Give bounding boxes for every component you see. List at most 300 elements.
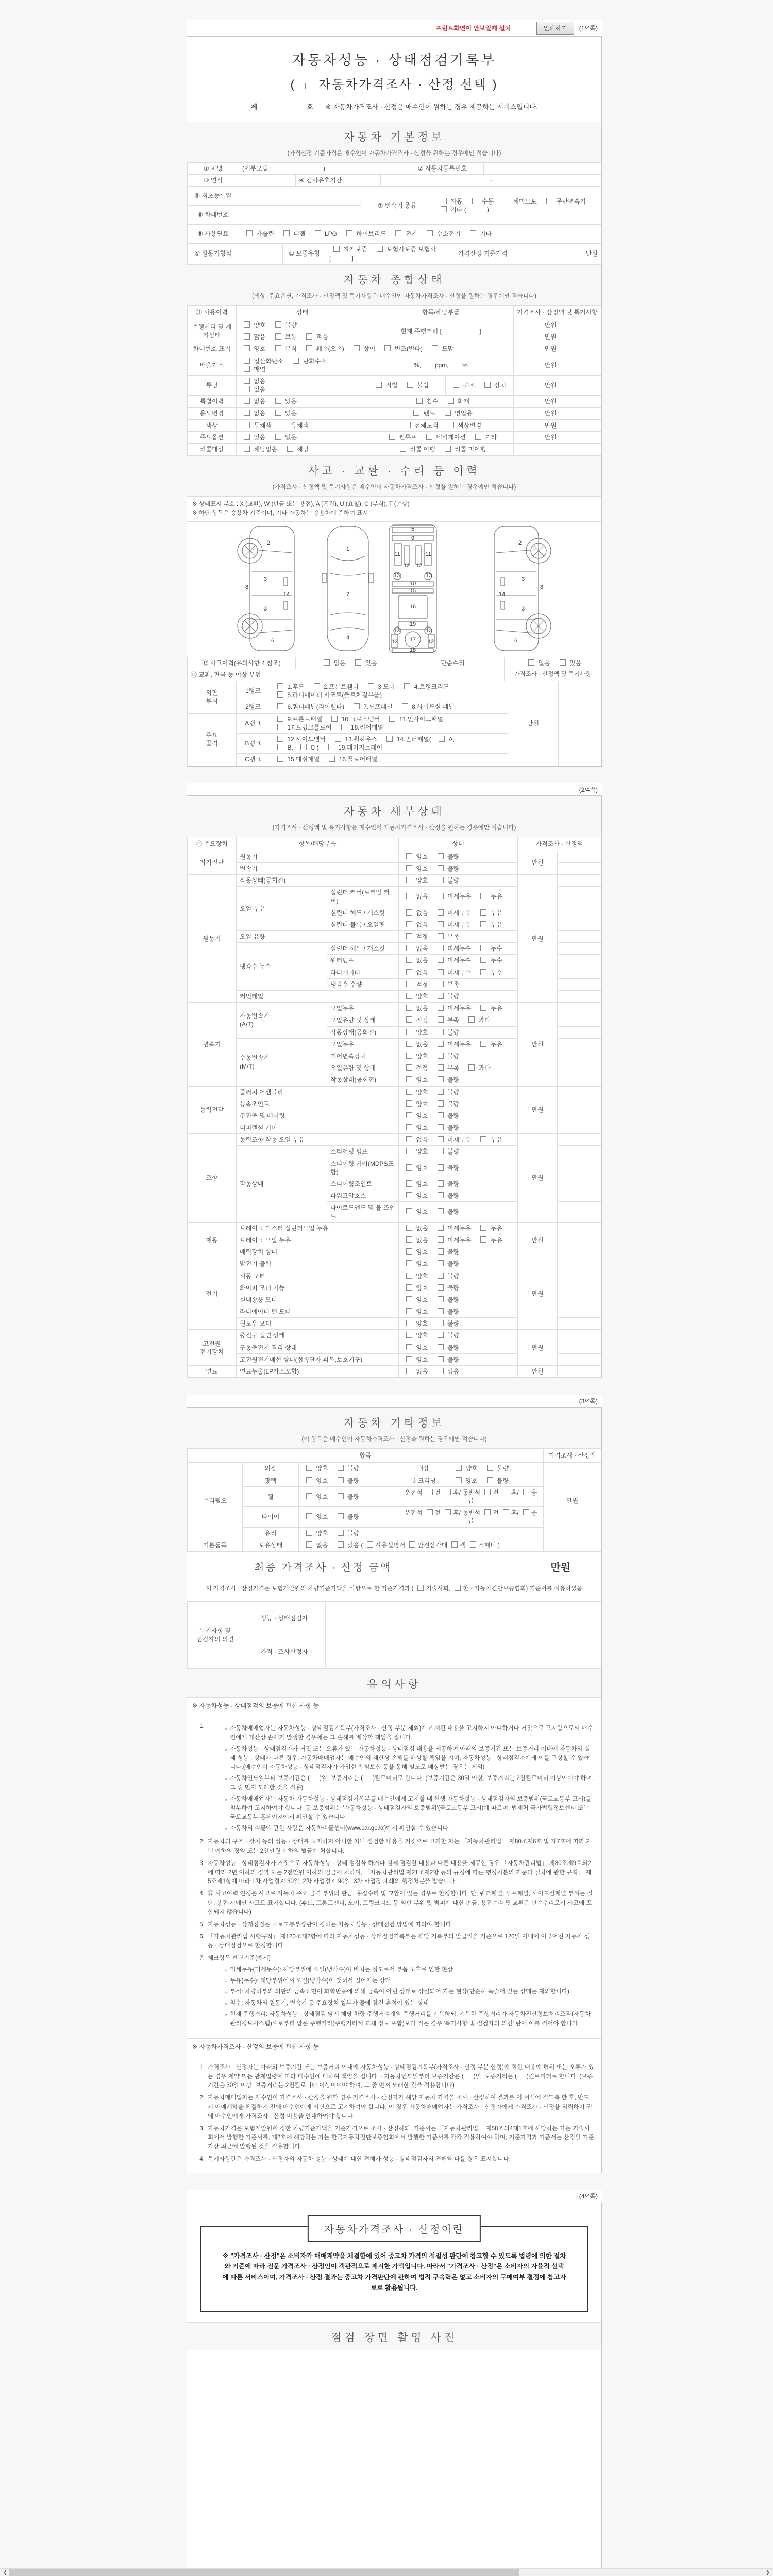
- table-cell: 만원: [518, 1366, 558, 1378]
- checkbox[interactable]: [480, 969, 486, 975]
- checkbox[interactable]: [406, 893, 412, 899]
- checkbox[interactable]: [346, 230, 352, 236]
- table-cell: 실내송풍 모터: [237, 1294, 399, 1306]
- checkbox[interactable]: [406, 1124, 412, 1130]
- checkbox[interactable]: [406, 1180, 412, 1187]
- checkbox[interactable]: [406, 945, 412, 951]
- checkbox[interactable]: [470, 230, 476, 236]
- table-cell: 스티어링 기어(MDPS포함): [327, 1158, 399, 1178]
- checkbox[interactable]: [315, 230, 321, 236]
- table-cell: 양호 불량: [399, 1098, 518, 1110]
- checkbox[interactable]: [368, 683, 374, 689]
- notice-bullet: [225, 1724, 594, 1743]
- checkbox[interactable]: [438, 1164, 444, 1171]
- diagram-part-number: 3: [521, 605, 525, 612]
- basic-info-note: (가격산정 기준가격은 매수인이 자동차가격조사 · 산정을 원하는 경우에만 적습니다): [287, 150, 501, 157]
- table-cell: 단순수리: [401, 657, 505, 669]
- page-gap-1: [187, 767, 602, 783]
- table-cell: 조향: [188, 1134, 237, 1223]
- checkbox[interactable]: [275, 410, 281, 416]
- checkbox[interactable]: [455, 1585, 461, 1591]
- checkbox[interactable]: [406, 1064, 412, 1071]
- basic-info-table: [187, 162, 601, 264]
- checkbox[interactable]: [404, 683, 410, 689]
- table-cell: [558, 1294, 601, 1306]
- checkbox[interactable]: [472, 198, 478, 204]
- diagram-part-number: 13: [425, 572, 432, 579]
- checkbox[interactable]: [470, 1541, 476, 1548]
- checkbox[interactable]: [406, 1005, 412, 1011]
- checkbox[interactable]: [386, 736, 393, 742]
- block: 자동차의 리콜에 관한 사항은 자동차리콜센터(www.car.go.kr)에서 확인할 수 있습니다.: [230, 1825, 450, 1832]
- checkbox[interactable]: [438, 1225, 444, 1231]
- table-cell: 없음 있음 ( 사용설명서 안전삼각대 잭 스패너 ): [299, 1539, 544, 1551]
- block: 특기사항란은 가격조사 · 산정자의 자동차 성능 · 상태에 대한 견해가 성능 · 상태점검자의 견해와 다를 경우 표시합니다.: [208, 2156, 511, 2162]
- checkbox[interactable]: [438, 1089, 444, 1095]
- table-row: [188, 163, 601, 175]
- checkbox[interactable]: [438, 1053, 444, 1059]
- table-cell: 디퍼렌셜 기어: [237, 1122, 399, 1134]
- table-row: [188, 343, 601, 355]
- block: [188, 187, 601, 225]
- checkbox[interactable]: [438, 1344, 444, 1350]
- block: [188, 657, 601, 669]
- checkbox[interactable]: [560, 659, 566, 666]
- table-cell: [558, 1086, 601, 1098]
- checkbox[interactable]: [439, 736, 445, 742]
- checkbox[interactable]: [244, 366, 250, 372]
- checkbox[interactable]: [480, 957, 486, 963]
- checkbox[interactable]: [451, 1541, 458, 1548]
- checkbox[interactable]: [432, 345, 438, 351]
- checkbox[interactable]: [438, 1029, 444, 1035]
- checkbox[interactable]: [277, 756, 283, 762]
- checkbox[interactable]: [445, 446, 451, 452]
- table-cell: [560, 355, 601, 375]
- checkbox[interactable]: [456, 1477, 462, 1483]
- checkbox[interactable]: [277, 716, 283, 722]
- checkbox[interactable]: [438, 1005, 444, 1011]
- checkbox[interactable]: [406, 1192, 412, 1198]
- table-cell: 6.쿼터패널(리어휀다) 7.루프패널 8.사이드실 패널: [270, 701, 508, 713]
- table-cell: 양호 불량: [448, 1463, 544, 1475]
- checkbox[interactable]: [305, 83, 311, 89]
- block: 자동차매매업자는 자동차성능 · 상태점검기록부(가격조사 · 산정 부분 제외)에 기재된 내용을 고지하지 아니하거나 거짓으로 고지함으로써 매수인에게 재산상 손해가 발생한 경우에는 그 손해를 배상할 책임을 집니다.: [230, 1725, 593, 1741]
- checkbox[interactable]: [355, 659, 361, 666]
- checkbox[interactable]: [427, 1489, 433, 1495]
- checkbox[interactable]: [244, 386, 250, 392]
- checkbox[interactable]: [456, 1465, 462, 1471]
- checkbox[interactable]: [438, 877, 444, 883]
- table-cell: [558, 1306, 601, 1318]
- checkbox[interactable]: [438, 1273, 444, 1279]
- checkbox[interactable]: [244, 358, 250, 364]
- checkbox[interactable]: [306, 1477, 312, 1483]
- table-cell: 적정 부족 과다: [399, 1062, 518, 1074]
- checkbox[interactable]: [406, 1320, 412, 1326]
- table-cell: 9.프론트패널 10.크로스멤버 11.인사이드패널 17.트렁크플로어 18.리어패널: [270, 713, 508, 733]
- block: [496, 550, 535, 553]
- checkbox[interactable]: [438, 853, 444, 859]
- checkbox[interactable]: [438, 933, 444, 939]
- checkbox[interactable]: [406, 1112, 412, 1118]
- checkbox[interactable]: [438, 1016, 444, 1023]
- scrollbar-thumb[interactable]: [9, 2569, 519, 2576]
- checkbox[interactable]: [441, 206, 447, 212]
- table-cell: 브레이크 오일 누유: [237, 1234, 399, 1246]
- table-cell: 만원: [518, 1258, 558, 1330]
- checkbox[interactable]: [338, 1541, 344, 1548]
- notice-body: [187, 1697, 601, 2173]
- checkbox[interactable]: [406, 877, 412, 883]
- checkbox[interactable]: [406, 969, 412, 975]
- table-cell: 파워고압호스: [327, 1190, 399, 1202]
- checkbox[interactable]: [406, 957, 412, 963]
- table-cell: 고전원전기배선 상태(접속단자,피복,보호기구): [237, 1353, 399, 1365]
- checkbox[interactable]: [395, 230, 401, 236]
- checkbox[interactable]: [275, 321, 281, 328]
- checkbox[interactable]: [338, 1513, 344, 1519]
- checkbox[interactable]: [287, 446, 293, 452]
- checkbox[interactable]: [480, 1236, 486, 1243]
- checkbox[interactable]: [475, 434, 481, 440]
- accident-rows: [187, 657, 601, 681]
- checkbox[interactable]: [306, 1541, 312, 1548]
- table-cell: ⑪ 사용이력: [188, 305, 237, 319]
- checkbox[interactable]: [333, 246, 340, 252]
- checkbox[interactable]: [331, 716, 338, 722]
- checkbox[interactable]: [406, 1332, 412, 1338]
- checkbox[interactable]: [438, 1368, 444, 1374]
- diagram-part-number: 9: [411, 535, 415, 541]
- checkbox[interactable]: [406, 1284, 412, 1291]
- checkbox[interactable]: [406, 1356, 412, 1362]
- checkbox[interactable]: [314, 683, 320, 689]
- checkbox[interactable]: [416, 398, 423, 404]
- table-cell: 광택: [243, 1475, 299, 1486]
- checkbox[interactable]: [406, 1260, 412, 1266]
- checkbox[interactable]: [277, 691, 283, 698]
- table-cell: [558, 1178, 601, 1190]
- checkbox[interactable]: [406, 1225, 412, 1231]
- checkbox[interactable]: [480, 1136, 486, 1142]
- table-cell: 기본품목: [188, 1539, 243, 1551]
- table-cell: 양호 불량: [399, 1330, 518, 1342]
- checkbox[interactable]: [338, 1530, 344, 1536]
- table-cell: [558, 1146, 601, 1158]
- checkbox[interactable]: [438, 1356, 444, 1362]
- table-cell: 운전석 전 후/ 동반석 전 후/ 응급: [398, 1507, 544, 1527]
- checkbox[interactable]: [438, 1248, 444, 1255]
- checkbox[interactable]: [406, 1164, 412, 1171]
- table-cell: A랭크: [237, 713, 270, 733]
- checkbox[interactable]: [300, 744, 307, 750]
- checkbox[interactable]: [406, 1368, 412, 1374]
- summary-note: (색상, 주요옵션, 가격조사 · 산정액 및 특기사항은 매수인이 자동차가격조사 · 산정을 원하는 경우에만 적습니다): [251, 293, 537, 299]
- checkbox[interactable]: [306, 1530, 312, 1536]
- table-cell: 만원: [514, 343, 560, 355]
- checkbox[interactable]: [484, 382, 491, 388]
- checkbox[interactable]: [445, 410, 451, 416]
- checkbox[interactable]: [445, 1489, 451, 1495]
- checkbox[interactable]: [354, 703, 360, 709]
- checkbox[interactable]: [406, 1041, 412, 1047]
- checkbox[interactable]: [438, 1124, 444, 1130]
- checkbox[interactable]: [275, 434, 281, 440]
- checkbox[interactable]: [354, 345, 360, 351]
- text-span: ▫: [225, 1797, 227, 1802]
- page4-toolbar: [187, 2190, 602, 2202]
- checkbox[interactable]: [406, 1100, 412, 1107]
- table-cell: 많음 보통 적음: [237, 331, 368, 343]
- table-cell: (세부모델 : ): [239, 163, 401, 175]
- checkbox[interactable]: [503, 1489, 509, 1495]
- checkbox[interactable]: [448, 422, 454, 428]
- horizontal-scrollbar[interactable]: [0, 2568, 773, 2576]
- checkbox[interactable]: [406, 1344, 412, 1350]
- checkbox[interactable]: [306, 1493, 312, 1499]
- table-cell: 렌트 영업용: [368, 408, 514, 419]
- checkbox[interactable]: [244, 446, 250, 452]
- checkbox[interactable]: [441, 198, 447, 204]
- table-cell: 수리필요: [188, 1463, 243, 1539]
- checkbox[interactable]: [406, 1029, 412, 1035]
- table-cell: ③ 연식: [188, 175, 239, 187]
- print-button[interactable]: 인쇄하기: [536, 22, 574, 35]
- checkbox[interactable]: [445, 1509, 451, 1515]
- checkbox[interactable]: [324, 659, 330, 666]
- table-cell: 동력조향 작동 오일 누유: [237, 1134, 399, 1146]
- checkbox[interactable]: [406, 1236, 412, 1243]
- table-cell: [558, 1246, 601, 1258]
- checkbox[interactable]: [438, 1064, 444, 1071]
- checkbox[interactable]: [523, 1489, 529, 1495]
- checkbox[interactable]: [244, 378, 250, 384]
- checkbox[interactable]: [438, 1112, 444, 1118]
- checkbox[interactable]: [480, 1225, 486, 1231]
- table-cell: ~: [381, 175, 601, 187]
- checkbox[interactable]: [438, 865, 444, 871]
- checkbox[interactable]: [406, 853, 412, 859]
- checkbox[interactable]: [338, 1477, 344, 1483]
- checkbox[interactable]: [338, 1465, 344, 1471]
- scroll-left-arrow-icon[interactable]: ❮: [3, 2570, 7, 2575]
- checkbox[interactable]: [438, 1308, 444, 1314]
- checkbox[interactable]: [335, 736, 341, 742]
- checkbox[interactable]: [503, 1509, 509, 1515]
- checkbox[interactable]: [306, 1465, 312, 1471]
- checkbox[interactable]: [328, 744, 334, 750]
- table-row: [188, 875, 601, 887]
- table-cell: 양호 불량: [399, 1050, 518, 1062]
- checkbox[interactable]: [406, 1148, 412, 1154]
- checkbox[interactable]: [384, 345, 391, 351]
- checkbox[interactable]: [438, 1041, 444, 1047]
- notice-bullet: [225, 1988, 594, 1997]
- block: 침수: 자동차의 원동기, 변속기 등 주요장치 일부가 물에 잠긴 흔적이 있는 상태: [230, 2000, 429, 2007]
- checkbox[interactable]: [405, 422, 411, 428]
- checkbox[interactable]: [275, 398, 281, 404]
- checkbox[interactable]: [448, 398, 454, 404]
- checkbox[interactable]: [277, 724, 283, 730]
- table-cell: 만원: [518, 1086, 558, 1134]
- checkbox[interactable]: [409, 1541, 415, 1548]
- table-cell: 가격조사 · 산정액: [518, 837, 601, 851]
- block: ⑫ 사고이력 인정은 사고로 자동차 주요 골격 부위의 판금, 용접수리 및 교환이 있는 경우로 한정합니다. 단, 쿼터패널, 루프패널, 사이드실패널 부위는 절단, 용접 시에만 사고로 표기합니다. (후드, 프론트펜더, 도어, 트렁크리드 등 외판 부위 및 범퍼에 대한 판금, 용접수리 및 교환은 단순수리로서 사고에 포함되지 않습니다): [208, 1891, 593, 1916]
- checkbox[interactable]: [406, 933, 412, 939]
- checkbox[interactable]: [417, 1585, 424, 1591]
- checkbox[interactable]: [487, 1477, 493, 1483]
- checkbox[interactable]: [528, 659, 534, 666]
- checkbox[interactable]: [427, 230, 433, 236]
- checkbox[interactable]: [480, 945, 486, 951]
- checkbox[interactable]: [306, 1513, 312, 1519]
- checkbox[interactable]: [402, 703, 408, 709]
- checkbox[interactable]: [406, 921, 412, 927]
- checkbox[interactable]: [244, 422, 250, 428]
- checkbox[interactable]: [438, 1180, 444, 1187]
- checkbox[interactable]: [503, 198, 509, 204]
- checkbox[interactable]: [426, 434, 432, 440]
- checkbox[interactable]: [468, 1064, 475, 1071]
- checkbox[interactable]: [329, 756, 335, 762]
- checkbox[interactable]: [438, 1332, 444, 1338]
- checkbox[interactable]: [338, 1493, 344, 1499]
- checkbox[interactable]: [277, 683, 283, 689]
- table-cell: ⑧ 사용연료: [188, 225, 239, 244]
- checkbox[interactable]: [244, 345, 250, 351]
- table-cell: 해당없음 해당: [237, 444, 368, 455]
- table-cell: [560, 331, 601, 343]
- checkbox[interactable]: [244, 410, 250, 416]
- checkbox[interactable]: [400, 446, 406, 452]
- table-cell: 양호 불량: [299, 1486, 398, 1506]
- checkbox[interactable]: [480, 893, 486, 899]
- checkbox[interactable]: [341, 724, 347, 730]
- table-cell: 배력장치 상태: [237, 1246, 399, 1258]
- table-row: [188, 669, 601, 681]
- checkbox[interactable]: [427, 1509, 433, 1515]
- checkbox[interactable]: [438, 1192, 444, 1198]
- checkbox[interactable]: [484, 1489, 491, 1495]
- table-cell: 없음 미세누유 누유: [399, 1038, 518, 1050]
- table-cell: 특기사항 및 점검자의 의견: [188, 1602, 243, 1669]
- checkbox[interactable]: [453, 382, 459, 388]
- checkbox[interactable]: [523, 1509, 529, 1515]
- summary-table: [187, 305, 601, 455]
- checkbox[interactable]: [438, 969, 444, 975]
- checkbox[interactable]: [406, 1016, 412, 1023]
- checkbox[interactable]: [438, 1260, 444, 1266]
- table-cell: 일산화탄소 탄화수소 매연: [237, 355, 368, 375]
- checkbox[interactable]: [246, 230, 253, 236]
- checkbox[interactable]: [438, 993, 444, 999]
- checkbox[interactable]: [406, 1076, 412, 1082]
- checkbox[interactable]: [480, 1005, 486, 1011]
- checkbox[interactable]: [406, 981, 412, 987]
- checkbox[interactable]: [413, 410, 419, 416]
- checkbox[interactable]: [389, 716, 395, 722]
- checkbox[interactable]: [377, 246, 383, 252]
- checkbox[interactable]: [406, 1208, 412, 1214]
- checkbox[interactable]: [407, 382, 413, 388]
- checkbox[interactable]: [406, 1308, 412, 1314]
- checkbox[interactable]: [406, 1296, 412, 1302]
- checkbox[interactable]: [546, 198, 552, 204]
- checkbox[interactable]: [244, 333, 250, 340]
- checkbox[interactable]: [406, 1273, 412, 1279]
- checkbox[interactable]: [468, 1016, 475, 1023]
- scroll-right-arrow-icon[interactable]: ❯: [766, 2570, 770, 2575]
- checkbox[interactable]: [438, 945, 444, 951]
- checkbox[interactable]: [406, 1248, 412, 1255]
- checkbox[interactable]: [438, 1100, 444, 1107]
- checkbox[interactable]: [367, 1541, 373, 1548]
- checkbox[interactable]: [484, 1509, 491, 1515]
- checkbox[interactable]: [281, 422, 287, 428]
- checkbox[interactable]: [438, 981, 444, 987]
- page1-box: [187, 36, 602, 767]
- checkbox[interactable]: [480, 909, 486, 916]
- checkbox[interactable]: [244, 398, 250, 404]
- checkbox[interactable]: [438, 921, 444, 927]
- checkbox[interactable]: [438, 957, 444, 963]
- checkbox[interactable]: [480, 1041, 486, 1047]
- checkbox[interactable]: [438, 1136, 444, 1142]
- checkbox[interactable]: [376, 382, 382, 388]
- checkbox[interactable]: [244, 434, 250, 440]
- diagram-part-number: 11: [394, 551, 400, 557]
- checkbox[interactable]: [277, 736, 283, 742]
- checkbox[interactable]: [406, 1053, 412, 1059]
- checkbox[interactable]: [406, 1136, 412, 1142]
- checkbox[interactable]: [438, 1236, 444, 1243]
- checkbox[interactable]: [406, 1089, 412, 1095]
- block: 현재 주행거리: 자동차성능 · 상태점검 당시 해당 차량 주행거리계의 주행거리를 기록하되, 기록한 주행거리가 자동차전산정보처리조직(자동차관리정보시스템)으로부터 받은 주행거리(주행거리계 교체 정보 포함)보다 적은 경우 '특기사항 및 점검자의 의견' 란에 이를 적어야 합니다.: [230, 2011, 591, 2027]
- checkbox[interactable]: [438, 1148, 444, 1154]
- checkbox[interactable]: [306, 345, 312, 351]
- table-cell: 스티어링 펌프: [327, 1146, 399, 1158]
- checkbox[interactable]: [438, 1296, 444, 1302]
- checkbox[interactable]: [244, 321, 250, 328]
- checkbox[interactable]: [480, 921, 486, 927]
- checkbox[interactable]: [487, 1465, 493, 1471]
- checkbox[interactable]: [438, 1076, 444, 1082]
- checkbox[interactable]: [306, 333, 312, 340]
- checkbox[interactable]: [283, 230, 290, 236]
- table-cell: [514, 444, 560, 455]
- table-cell: [558, 1050, 601, 1062]
- checkbox[interactable]: [438, 893, 444, 899]
- checkbox[interactable]: [438, 1208, 444, 1214]
- checkbox[interactable]: [406, 865, 412, 871]
- checkbox[interactable]: [275, 333, 281, 340]
- checkbox[interactable]: [438, 909, 444, 916]
- checkbox[interactable]: [277, 703, 283, 709]
- page1-indicator: (1/4쪽): [579, 25, 598, 32]
- checkbox[interactable]: [438, 1320, 444, 1326]
- checkbox[interactable]: [277, 744, 283, 750]
- checkbox[interactable]: [406, 909, 412, 916]
- table-row: [188, 1449, 601, 1463]
- checkbox[interactable]: [293, 358, 299, 364]
- checkbox[interactable]: [275, 345, 281, 351]
- notice-item: [196, 1954, 594, 2030]
- checkbox[interactable]: [406, 993, 412, 999]
- checkbox[interactable]: [389, 434, 395, 440]
- table-cell: 브레이크 마스터 실린더오일 누유: [237, 1222, 399, 1234]
- checkbox[interactable]: [438, 1284, 444, 1291]
